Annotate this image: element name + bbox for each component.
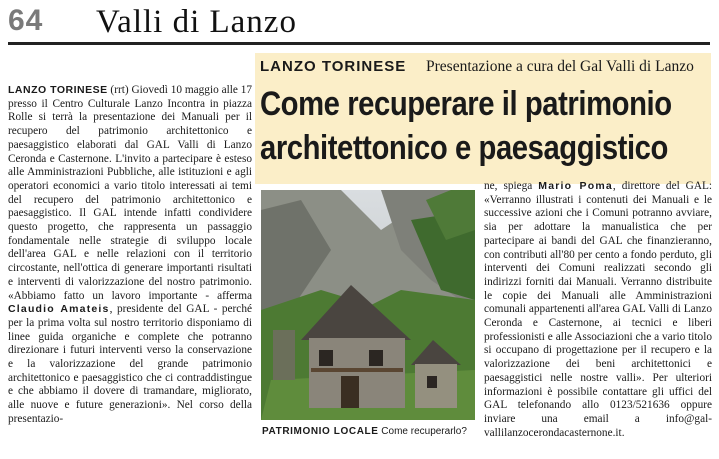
- article-column-left: [8, 84, 252, 456]
- article-column-right: [484, 180, 712, 442]
- speaker-name-2: Mario Poma: [538, 180, 613, 192]
- headline-line-1: Come recuperare il patrimonio: [260, 85, 672, 123]
- body-text-3: ne, spiega: [484, 180, 539, 192]
- section-title: Valli di Lanzo: [96, 4, 297, 40]
- page-number: 64: [8, 4, 44, 37]
- dateline: LANZO TORINESE: [8, 84, 108, 96]
- kicker: LANZO TORINESE: [260, 58, 407, 75]
- photo-caption: [262, 426, 467, 437]
- mountain-house-illustration: [261, 190, 475, 420]
- headline-line-2: architettonico e paesaggistico: [260, 129, 668, 167]
- headline: [260, 82, 672, 170]
- body-text-2: , presidente del GAL - perché per la prima volta sul nostro territorio disponiamo di linee guida organiche e complete che potranno direzionare i futuri interventi verso la conservazione e la valorizzazione del grande patrimonio architettonico e paesaggistico che ci contraddistingue e che abbiamo il dovere di tramandare, migliorato, alle nuove e future generazioni». Nel corso della presentazio-: [8, 303, 252, 425]
- speaker-name-1: Claudio Amateis: [8, 303, 110, 316]
- header-rule: [8, 42, 710, 45]
- kicker-subtitle: Presentazione a cura del Gal Valli di Lanzo: [426, 58, 694, 75]
- body-text-4: , direttore del GAL: «Verranno illustrati i contenuti dei Manuali e le successive azioni che i Comuni potranno avviare, sia per adottare la manualistica che per partecipare ai bandi del GAL che finanzieranno, con contributi all'80 per cento a fondo perduto, gli interventi dei Comuni realizzati secondo gli indirizzi forniti dai Manuali. Verranno distribuite le copie dei Manuali alle Amministrazioni comunali appartenenti all'area GAL Valli di Lanzo Ceronda e Casternone, ai tecnici e liberi professionisti e alle Associazioni che a vario titolo si occupano di progettazione per il recupero e la valorizzazione dei beni architettonici e paesaggistici nelle nostre valli». Per ulteriori informazioni è possibile contattare gli uffici del GAL telefonando allo 0123/521636 oppure inviare una email a info@gal-vallilanzocerondacasternone.it.: [484, 180, 712, 439]
- caption-lead: PATRIMONIO LOCALE: [262, 426, 379, 437]
- article-photo: [261, 190, 475, 420]
- caption-text: Come recuperarlo?: [381, 426, 467, 437]
- body-text-1: (rrt) Giovedì 10 maggio alle 17 presso il Centro Culturale Lanzo Incontra in piazza Rolle si terrà la presentazione dei Manuali per il recupero del patrimonio architettonico e paesaggistico elaborati dal GAL Valli di Lanzo Ceronda e Casternone. L'invito a partecipare è esteso alle Amministrazioni Pubbliche, alle istituzioni e agli operatori economici a vario titolo interessati ai temi del recupero del patrimonio architettonico e paesaggistico. Il GAL intende infatti condividere questo progetto, che rappresenta un passaggio fondamentale nelle strategie di sviluppo locale dell'area GAL e nelle relazioni con il territorio circostante, nell'ottica di generare importanti risultati e interventi di valorizzazione del nostro patrimonio. «Abbiamo fatto un lavoro importante - afferma: [8, 84, 252, 302]
